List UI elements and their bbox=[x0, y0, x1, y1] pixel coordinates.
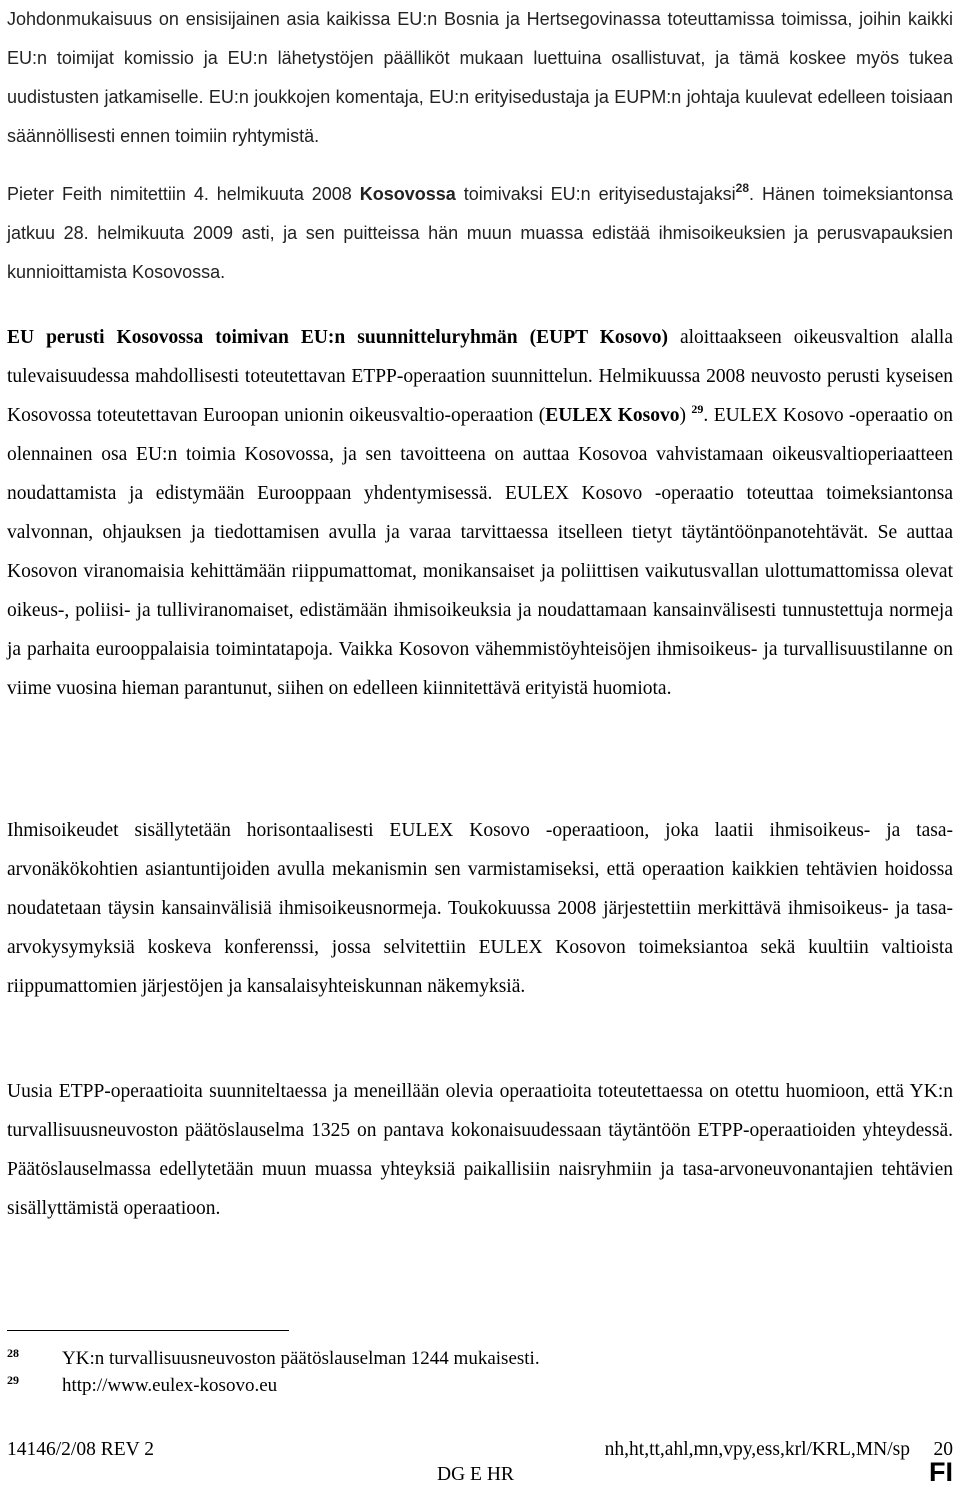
footnote-text: YK:n turvallisuusneuvoston päätöslauselman 1244 mukaisesti. bbox=[62, 1348, 540, 1369]
text-run: toimivaksi EU:n erityisedustajaksi bbox=[455, 184, 736, 204]
footnote-ref-28: 28 bbox=[735, 181, 750, 195]
footnote-separator bbox=[7, 1330, 289, 1331]
paragraph-feith bbox=[7, 175, 953, 292]
page-number: 20 bbox=[933, 1439, 953, 1460]
paragraph-resolution-1325 bbox=[7, 1072, 953, 1228]
bold-run: Kosovossa bbox=[359, 184, 456, 204]
text-run: ) bbox=[679, 405, 692, 426]
footnote-link[interactable]: http://www.eulex-kosovo.eu bbox=[62, 1375, 278, 1396]
footnote-number: 29 bbox=[7, 1373, 19, 1387]
footnote-number: 28 bbox=[7, 1346, 19, 1360]
author-initials: nh,ht,tt,ahl,mn,vpy,ess,krl/KRL,MN/sp bbox=[604, 1439, 910, 1460]
paragraph-coherence bbox=[7, 0, 953, 156]
text-run: . EULEX Kosovo -operaatio on olennainen osa EU:n toimia Kosovossa, ja sen tavoitteena on auttaa Kosovoa vahvistamaan oikeusvaltioperiaatteen noudattamista ja edistymään Eurooppaan yhdentymisessä. EULEX Kosovo -operaatio toteuttaa toimeksiantonsa valvonnan, ohjauksen ja tiedottamisen avulla ja varaa tarvittaessa itselleen tietyt täytäntöönpanotehtävät. Se auttaa Kosovon viranomaisia kehittämään riippumattomat, monikansaiset ja poliittisen vaikutusvallan ulottumattomissa olevat oikeus-, poliisi- ja tulliviranomaiset, edistämään ihmisoikeuksia ja noudattamaan kansainvälisesti tunnustettuja normeja ja parhaita eurooppalaisia toimintatapoja. Vaikka Kosovon vähemmistöyhteisöjen ihmisoikeus- ja turvallisuustilanne on viime vuosina hieman parantunut, siihen on edelleen kiinnitettävä erityistä huomiota. bbox=[7, 405, 953, 699]
bold-run: EULEX Kosovo bbox=[545, 405, 680, 426]
bold-run: EU perusti Kosovossa toimivan EU:n suunnitteluryhmän (EUPT Kosovo) bbox=[7, 327, 668, 348]
directorate-code: DG E HR bbox=[437, 1464, 514, 1485]
text-run: Pieter Feith nimitettiin 4. helmikuuta 2008 bbox=[7, 184, 360, 204]
text-run: aloittaakseen oikeusvaltion alalla tulevaisuudessa mahdollisesti toteutettavan ETPP-operaation suunnittelun. Helmikuussa 2008 neuvosto perusti kyseisen Kosovossa toteutettavan Euroopan unionin oikeusvaltio-operaation ( bbox=[7, 327, 953, 426]
paragraph-human-rights bbox=[7, 811, 953, 1006]
document-reference: 14146/2/08 REV 2 bbox=[7, 1439, 154, 1460]
text-run: . Hänen toimeksiantonsa jatkuu 28. helmikuuta 2009 asti, ja sen puitteissa hän muun muassa edistää ihmisoikeuksien ja perusvapauksien kunnioittamista Kosovossa. bbox=[7, 184, 954, 282]
footnote-ref-29: 29 bbox=[691, 402, 704, 416]
paragraph-resolution-1325-text: Uusia ETPP-operaatioita suunniteltaessa ja meneillään olevia operaatioita toteutettaessa on otettu huomioon, että YK:n turvallisuusneuvoston päätöslauselma 1325 on pantava kokonaisuudessaan täytäntöön ETPP-operaatioiden yhteydessä. Päätöslauselmassa edellytetään muun muassa yhteyksiä paikallisiin naisryhmiin ja tasa-arvoneuvonantajien tehtävien sisällyttämistä operaatioon. bbox=[7, 1081, 953, 1219]
paragraph-human-rights-text: Ihmisoikeudet sisällytetään horisontaalisesti EULEX Kosovo -operaatioon, joka laatii ihmisoikeus- ja tasa-arvonäkökohtien asiantuntijoiden avulla mekanismin sen varmistamiseksi, että operaation kaikkien tehtävien hoidossa noudatetaan täysin kansainvälisiä ihmisoikeusnormeja. Toukokuussa 2008 järjestettiin merkittävä ihmisoikeus- ja tasa-arvokysymyksiä koskeva konferenssi, jossa selvitettiin EULEX Kosovon toimeksiantoa sekä kuultiin valtioista riippumattomien järjestöjen ja kansalaisyhteiskunnan näkemyksiä. bbox=[7, 820, 953, 997]
language-code: FI bbox=[929, 1457, 953, 1487]
paragraph-coherence-text: Johdonmukaisuus on ensisijainen asia kaikissa EU:n Bosnia ja Hertsegovinassa toteuttamissa toimissa, joihin kaikki EU:n toimijat komissio ja EU:n lähetystöjen päälliköt mukaan luettuina osallistuvat, ja tämä koskee myös tukea uudistusten jatkamiselle. EU:n joukkojen komentaja, EU:n erityisedustaja ja EUPM:n johtaja kuulevat edelleen toisiaan säännöllisesti ennen toimiin ryhtymistä. bbox=[7, 9, 953, 146]
paragraph-eulex bbox=[7, 318, 953, 708]
